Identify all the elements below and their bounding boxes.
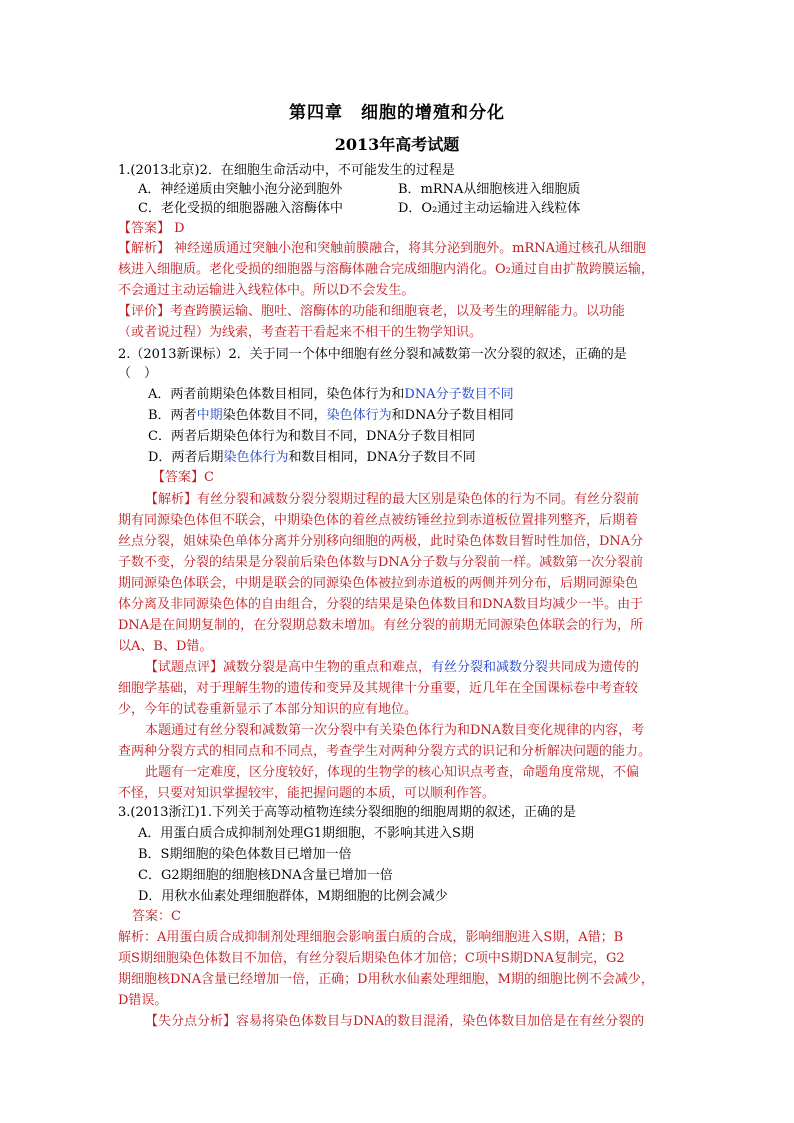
q3-fail-analysis: 【失分点分析】容易将染色体数目与DNA的数目混淆，染色体数目加倍是在有丝分裂的 <box>145 1014 645 1029</box>
q1-option-a: A．神经递质由突触小泡分泌到胞外 <box>138 182 343 197</box>
q2-option-c: C．两者后期染色体行为和数目不同，DNA分子数目相同 <box>148 429 476 444</box>
q3-stem: 3.(2013浙江)1.下列关于高等动植物连续分裂细胞的细胞周期的叙述，正确的是 <box>118 805 577 820</box>
q1-analysis-line: 不会通过主动运输进入线粒体中。所以D不会发生。 <box>118 283 415 298</box>
q3-analysis-line: 项S期细胞染色体数目不加倍，有丝分裂后期染色体才加倍；C项中S期DNA复制完，G2 <box>118 951 625 966</box>
q1-option-b: B．mRNA从细胞核进入细胞质 <box>398 182 581 197</box>
q1-answer: 【答案】 D <box>118 221 185 236</box>
q1-option-c: C．老化受损的细胞器融入溶酶体中 <box>138 201 343 216</box>
q3-option-a: A．用蛋白质合成抑制剂处理G1期细胞，不影响其进入S期 <box>138 826 474 841</box>
q3-option-d: D．用秋水仙素处理细胞群体，M期细胞的比例会减少 <box>138 889 448 904</box>
q2-option-b: B．两者中期染色体数目不同，染色体行为和DNA分子数目相同 <box>148 408 514 423</box>
q2-comment-line: 【试题点评】减数分裂是高中生物的重点和难点，有丝分裂和减数分裂共同成为遗传的 <box>145 660 640 675</box>
q3-answer: 答案：C <box>132 909 181 924</box>
q2-comment-line: 细胞学基础，对于理解生物的遗传和变异及其规律十分重要，近几年在全国课标卷中考查较 <box>118 681 639 696</box>
q3-option-b: B．S期细胞的染色体数目已增加一倍 <box>138 847 352 862</box>
q2-comment-line: 少，今年的试卷重新显示了本部分知识的应有地位。 <box>118 702 418 717</box>
q1-option-d: D．O₂通过主动运输进入线粒体 <box>398 201 581 216</box>
q3-analysis-line: 期细胞核DNA含量已经增加一倍，正确；D用秋水仙素处理细胞，M期的细胞比例不会减少， <box>118 972 654 987</box>
q2-comment-line: 查两种分裂方式的相同点和不同点，考查学生对两种分裂方式的识记和分析解决问题的能力。 <box>118 744 652 759</box>
q2-stem-bracket: （ ） <box>118 366 158 381</box>
q2-analysis-line: 期有同源染色体但不联会，中期染色体的着丝点被纺锤丝拉到赤道板位置排列整齐，后期着 <box>118 513 639 528</box>
q2-analysis-line: DNA是在间期复制的，在分裂期总数未增加。有丝分裂的前期无同源染色体联会的行为，所 <box>118 618 644 633</box>
q2-option-a: A．两者前期染色体数目相同，染色体行为和DNA分子数目不同 <box>148 387 514 402</box>
chapter-title: 第四章 细胞的增殖和分化 <box>289 103 505 123</box>
q2-analysis-line: 子数不变，分裂的结果是分裂前后染色体数与DNA分子数与分裂前一样。减数第一次分裂前 <box>118 555 644 570</box>
section-subtitle: 2013年高考试题 <box>334 135 460 154</box>
q1-analysis-line: 核进入细胞质。老化受损的细胞器与溶酶体融合完成细胞内消化。O₂通过自由扩散跨膜运输， <box>118 262 654 277</box>
q2-comment-line: 此题有一定难度，区分度较好，体现的生物学的核心知识点考查，命题角度常规，不偏 <box>145 765 640 780</box>
q2-stem: 2.（2013新课标）2．关于同一个体中细胞有丝分裂和减数第一次分裂的叙述，正确的是 <box>118 347 627 362</box>
q2-analysis-line: 期同源染色体联会，中期是联会的同源染色体被拉到赤道板的两侧并列分布，后期同源染色 <box>118 576 639 591</box>
q2-answer: 【答案】C <box>152 470 214 485</box>
q3-analysis-line: 解析：A用蛋白质合成抑制剂处理细胞会影响蛋白质的合成，影响细胞进入S期，A错；B <box>118 930 624 945</box>
q2-analysis-line: 丝点分裂，姐妹染色单体分离并分别移向细胞的两极，此时染色体数目暂时性加倍，DNA分 <box>118 534 644 549</box>
q1-stem: 1.(2013北京)2．在细胞生命活动中，不可能发生的过程是 <box>118 163 455 178</box>
q3-analysis-line: D错误。 <box>118 993 168 1008</box>
q1-review-line: （或者说过程）为线索，考查若干看起来不相干的生物学知识。 <box>118 325 483 340</box>
q2-analysis-line: 体分离及非同源染色体的自由组合，分裂的结果是染色体数目和DNA数目均减少一半。由于 <box>118 597 644 612</box>
q2-analysis-line: 以A、B、D错。 <box>118 639 213 654</box>
q1-review-line: 【评价】考查跨膜运输、胞吐、溶酶体的功能和细胞衰老，以及考生的理解能力。以功能 <box>118 304 626 319</box>
q3-option-c: C．G2期细胞的细胞核DNA含量已增加一倍 <box>138 868 393 883</box>
q2-option-d: D．两者后期染色体行为和数目相同，DNA分子数目不同 <box>148 450 476 465</box>
q2-analysis-line: 【解析】有丝分裂和减数分裂分裂期过程的最大区别是染色体的行为不同。有丝分裂前 <box>145 492 640 507</box>
q2-comment-line: 本题通过有丝分裂和减数第一次分裂中有关染色体行为和DNA数目变化规律的内容，考 <box>145 723 645 738</box>
q2-comment-line: 不怪，只要对知识掌握较牢，能把握问题的本质，可以顺利作答。 <box>118 786 496 801</box>
q1-analysis-line: 【解析】 神经递质通过突触小泡和突触前膜融合，将其分泌到胞外。mRNA通过核孔从细胞 <box>118 241 647 256</box>
